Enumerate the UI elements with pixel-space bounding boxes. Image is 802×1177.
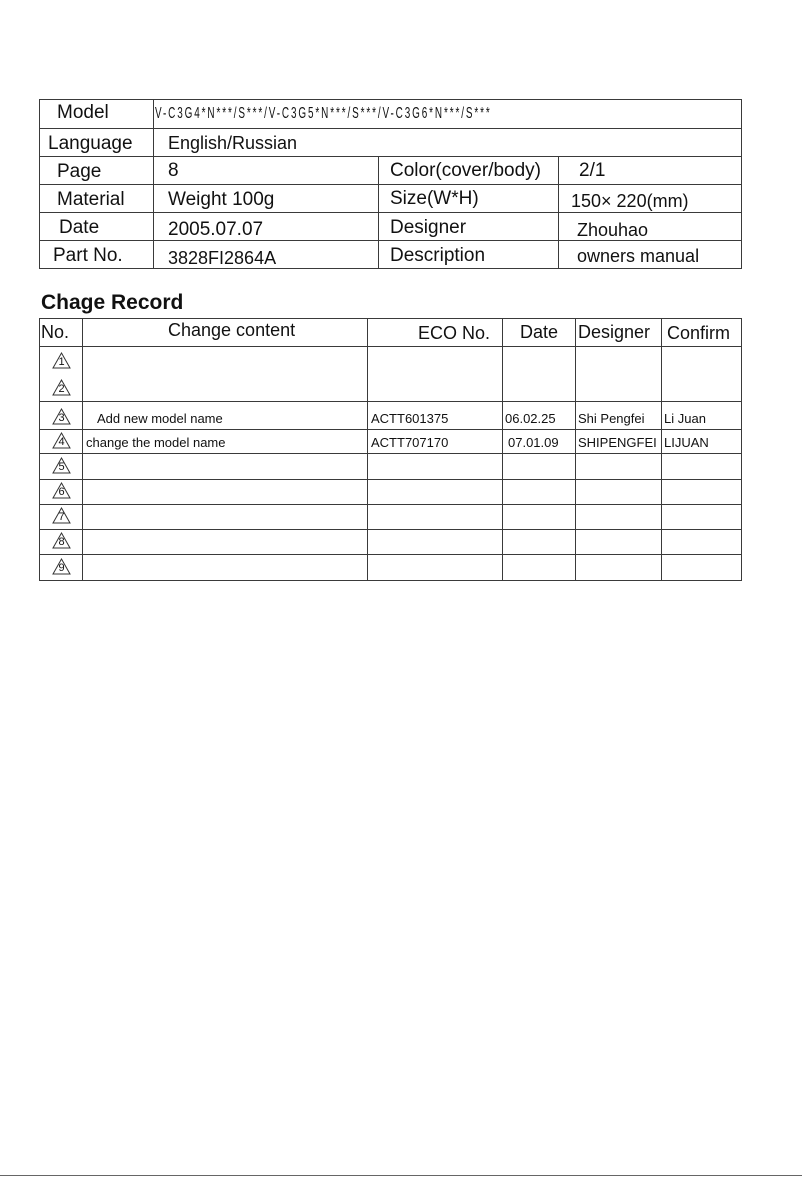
- page-value: 8: [168, 160, 179, 181]
- row-no: 6: [58, 486, 65, 498]
- change-record-title: Chage Record: [41, 291, 184, 314]
- model-label: Model: [57, 102, 109, 123]
- row-date: 07.01.09: [508, 435, 559, 450]
- date-label: Date: [59, 217, 100, 238]
- change-table-col-divider: [661, 318, 662, 581]
- page-label: Page: [57, 161, 102, 182]
- designer-value: Zhouhao: [577, 220, 649, 240]
- row-confirm: LIJUAN: [664, 435, 709, 450]
- info-table-row-divider: [39, 156, 742, 157]
- color-value: 2/1: [579, 160, 606, 181]
- row-no: 7: [58, 511, 65, 523]
- row-no: 9: [58, 562, 65, 574]
- revision-triangle-icon: [52, 507, 71, 524]
- row-designer: Shi Pengfei: [578, 411, 645, 426]
- row-no: 8: [58, 536, 65, 548]
- revision-triangle-icon: [52, 558, 71, 575]
- row-no: 4: [58, 436, 65, 448]
- revision-triangle-icon: [52, 379, 71, 396]
- partno-value: 3828FI2864A: [168, 248, 277, 268]
- revision-triangle-icon: [52, 482, 71, 499]
- designer-label: Designer: [390, 217, 467, 238]
- revision-triangle-icon: [52, 408, 71, 425]
- info-table-row-divider: [39, 184, 742, 185]
- description-value: owners manual: [577, 246, 700, 266]
- info-table-col-divider: [558, 156, 559, 269]
- change-table-border-bottom: [39, 580, 742, 581]
- revision-triangle-icon: [52, 457, 71, 474]
- change-table-border-right: [741, 318, 742, 581]
- change-table-row-divider: [39, 453, 742, 454]
- row-change-content: Add new model name: [97, 411, 223, 426]
- material-value: Weight 100g: [168, 189, 275, 210]
- header-designer: Designer: [578, 322, 651, 342]
- header-date: Date: [520, 322, 559, 342]
- info-table-col-divider: [378, 156, 379, 269]
- info-table-border-right: [741, 99, 742, 269]
- change-table-row-divider: [39, 479, 742, 480]
- row-no: 1: [58, 356, 65, 368]
- info-table-border-bottom: [39, 268, 742, 269]
- change-table-col-divider: [82, 318, 83, 581]
- revision-triangle-icon: [52, 352, 71, 369]
- description-label: Description: [390, 245, 486, 266]
- row-confirm: Li Juan: [664, 411, 706, 426]
- page-bottom-rule: [0, 1175, 802, 1176]
- change-table-col-divider: [502, 318, 503, 581]
- row-no: 2: [58, 383, 65, 395]
- row-eco-no: ACTT707170: [371, 435, 449, 450]
- revision-triangle-icon: [52, 432, 71, 449]
- color-label: Color(cover/body): [390, 160, 541, 181]
- row-no: 5: [58, 461, 65, 473]
- info-table-col-divider: [153, 99, 154, 269]
- header-confirm: Confirm: [667, 323, 731, 343]
- revision-triangle-icon: [52, 532, 71, 549]
- change-table-row-divider: [39, 401, 742, 402]
- size-value: 150× 220(mm): [571, 191, 689, 211]
- row-change-content: change the model name: [86, 435, 226, 450]
- date-value: 2005.07.07: [168, 219, 264, 240]
- header-change-content: Change content: [168, 320, 296, 340]
- partno-label: Part No.: [53, 245, 123, 266]
- info-table-row-divider: [39, 212, 742, 213]
- change-table-row-divider: [39, 554, 742, 555]
- info-table-border-top: [39, 99, 742, 100]
- header-no: No.: [41, 322, 70, 342]
- row-eco-no: ACTT601375: [371, 411, 449, 426]
- change-table-col-divider: [575, 318, 576, 581]
- info-table-border-left: [39, 99, 40, 269]
- change-table-border-top: [39, 318, 742, 319]
- model-value: V-C3G4*N***/S***/V-C3G5*N***/S***/V-C3G6*N***/S***: [155, 105, 492, 122]
- change-table-row-divider: [39, 529, 742, 530]
- row-designer: SHIPENGFEI: [578, 435, 657, 450]
- language-label: Language: [48, 133, 133, 154]
- material-label: Material: [57, 189, 125, 210]
- change-table-border-left: [39, 318, 40, 581]
- info-table-row-divider: [39, 240, 742, 241]
- change-table-col-divider: [367, 318, 368, 581]
- row-no: 3: [58, 412, 65, 424]
- change-table-row-divider: [39, 429, 742, 430]
- size-label: Size(W*H): [390, 188, 479, 209]
- change-table-row-divider: [39, 504, 742, 505]
- change-table-header-divider: [39, 346, 742, 347]
- header-eco-no: ECO No.: [418, 323, 491, 343]
- language-value: English/Russian: [168, 133, 298, 153]
- info-table-row-divider: [39, 128, 742, 129]
- row-date: 06.02.25: [505, 411, 556, 426]
